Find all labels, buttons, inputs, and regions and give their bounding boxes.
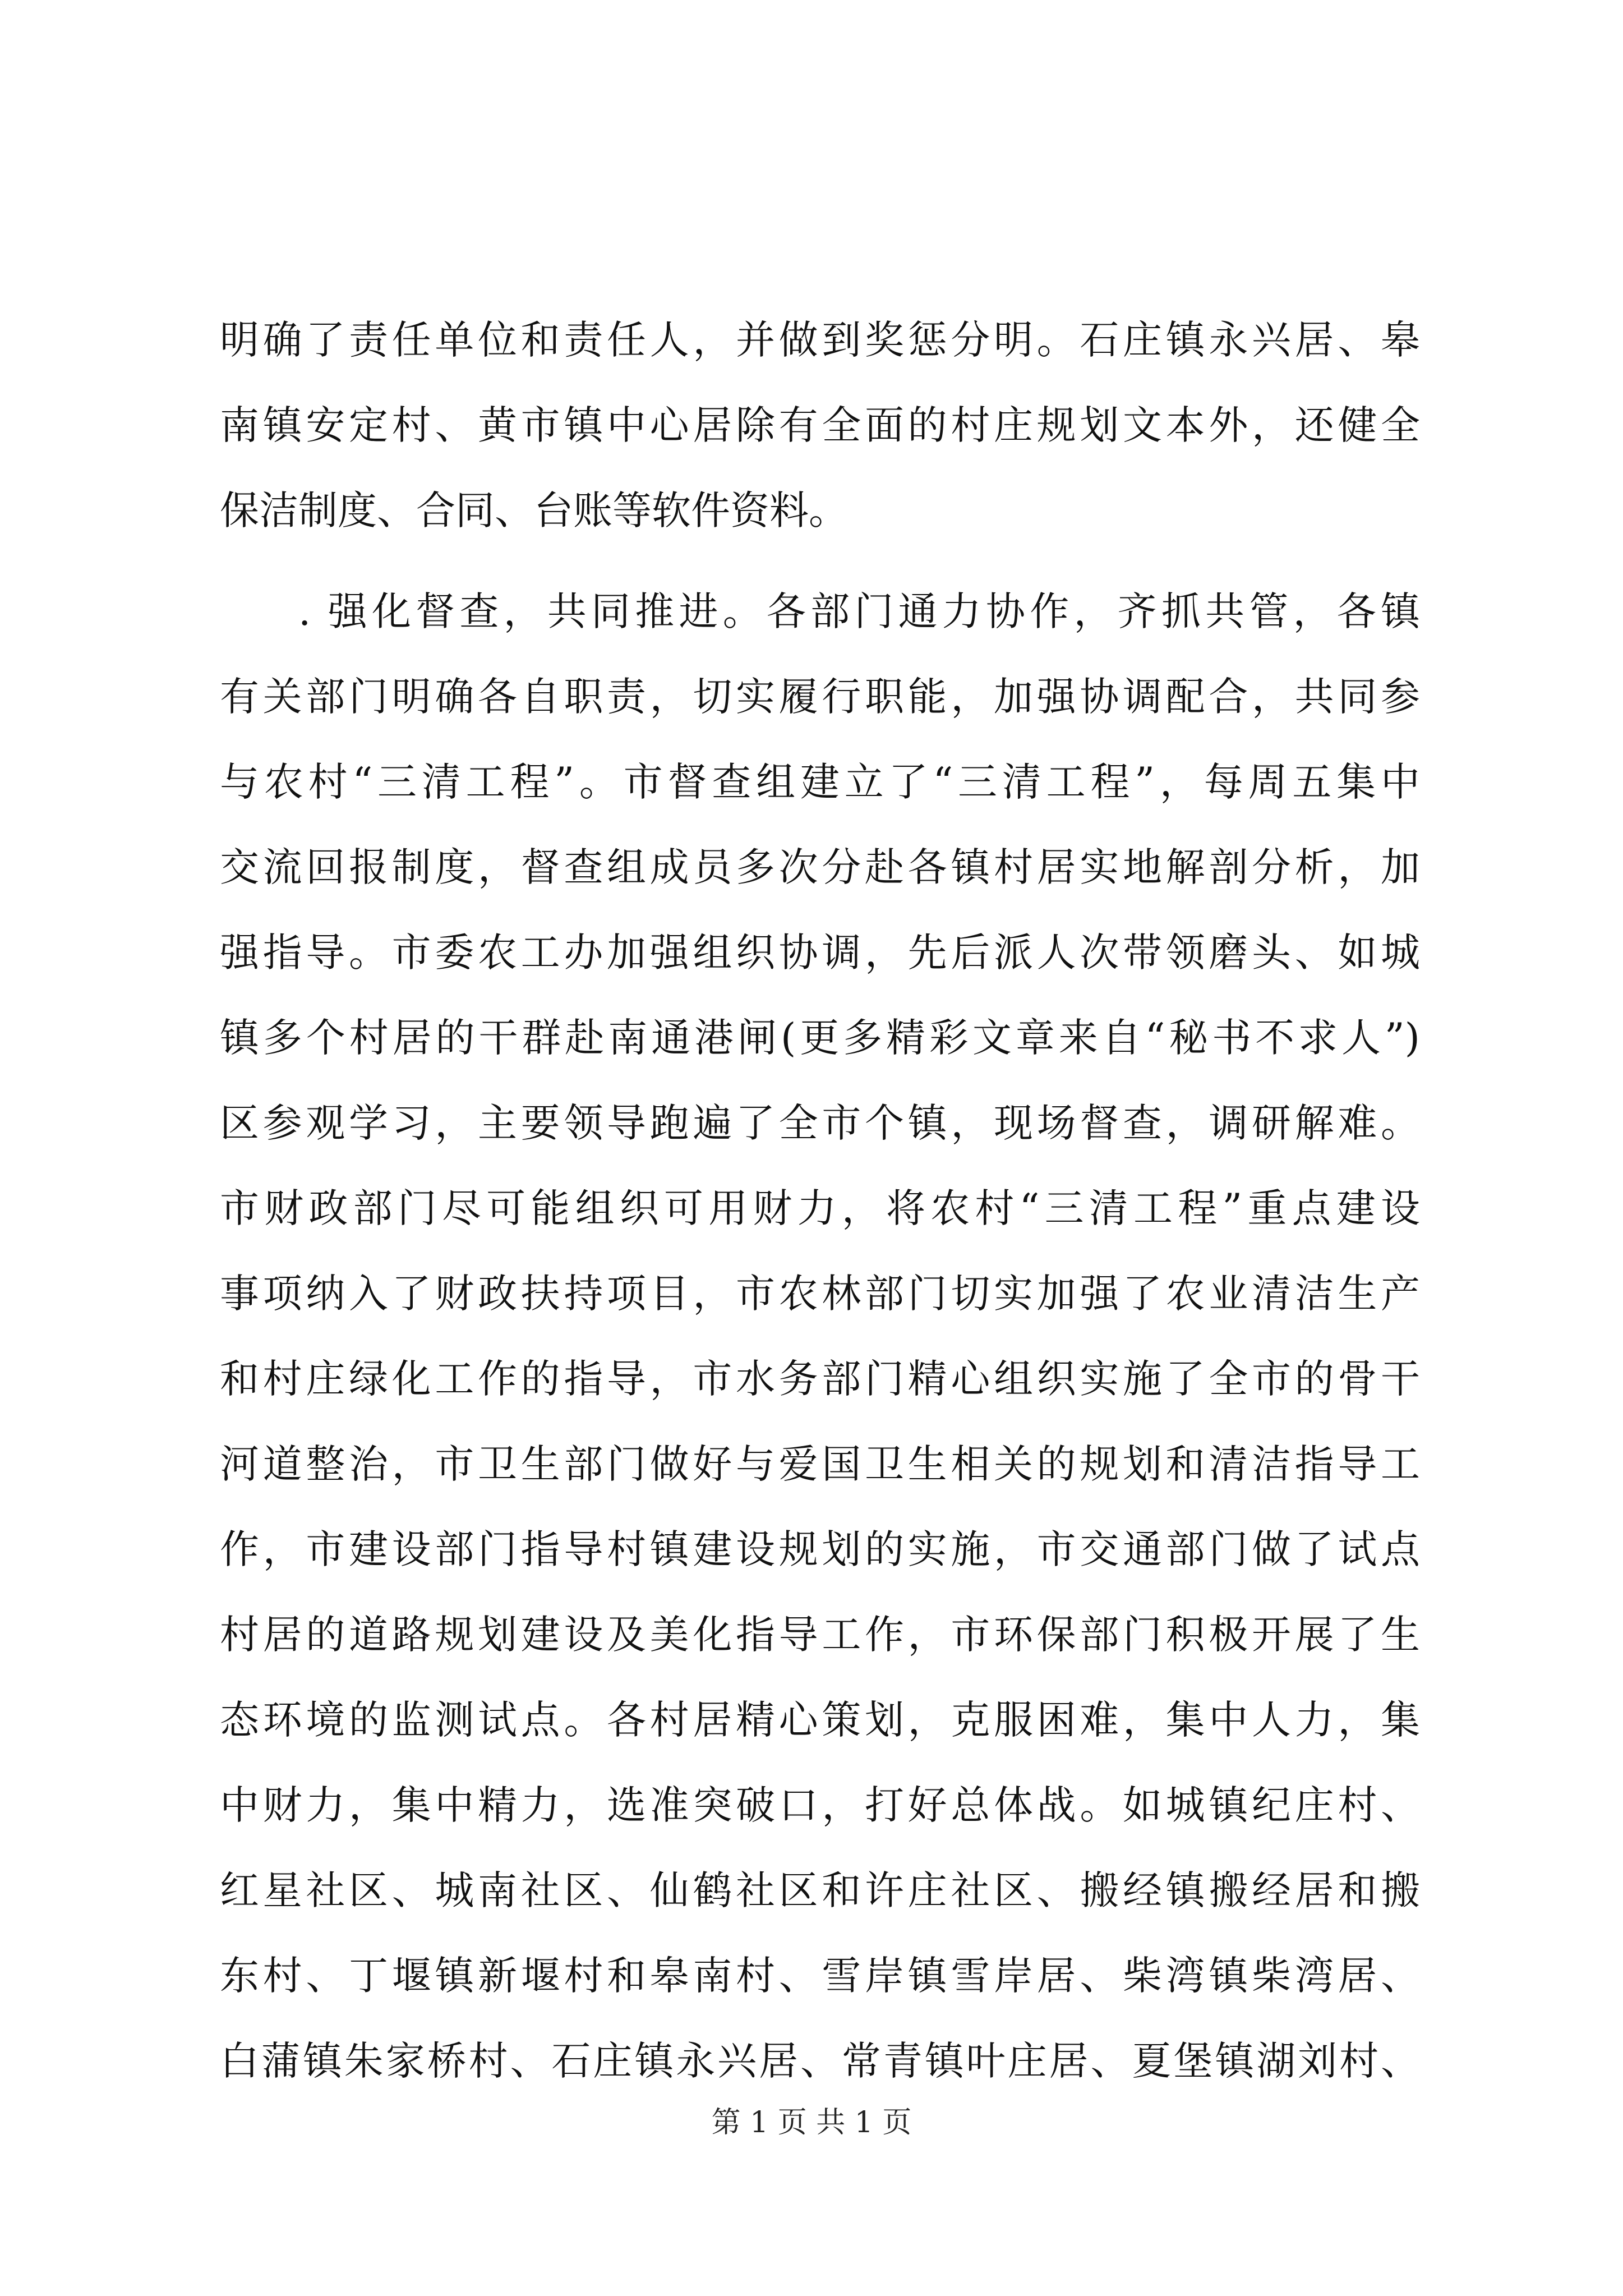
text-line: 作，市建设部门指导村镇建设规划的实施，市交通部门做了试点 xyxy=(220,1526,1420,1572)
text-line: 镇多个村居的干群赴南通港闸(更多精彩文章来自“秘书不求人”) xyxy=(220,1015,1420,1061)
text-line: 保洁制度、合同、台账等软件资料。 xyxy=(220,487,848,533)
text-line: 事项纳入了财政扶持项目，市农林部门切实加强了农业清洁生产 xyxy=(220,1271,1420,1317)
text-line: 态环境的监测试点。各村居精心策划，克服困难，集中人力，集 xyxy=(220,1697,1420,1743)
text-line: . 强化督查，共同推进。各部门通力协作，齐抓共管，各镇 xyxy=(298,588,1420,634)
text-line: 强指导。市委农工办加强组织协调，先后派人次带领磨头、如城 xyxy=(220,930,1420,976)
text-line: 与农村“三清工程”。市督查组建立了“三清工程”，每周五集中 xyxy=(220,759,1420,805)
text-line: 市财政部门尽可能组织可用财力，将农村“三清工程”重点建设 xyxy=(220,1185,1420,1231)
text-line: 南镇安定村、黄市镇中心居除有全面的村庄规划文本外，还健全 xyxy=(220,402,1420,448)
text-line: 中财力，集中精力，选准突破口，打好总体战。如城镇纪庄村、 xyxy=(220,1782,1420,1828)
paragraph-2 xyxy=(220,569,1420,2104)
paragraph-1 xyxy=(220,297,1420,553)
text-line: 村居的道路规划建设及美化指导工作，市环保部门积极开展了生 xyxy=(220,1612,1420,1658)
paragraph-gap xyxy=(220,553,1420,569)
text-line: 明确了责任单位和责任人，并做到奖惩分明。石庄镇永兴居、皋 xyxy=(220,317,1420,363)
text-line: 交流回报制度，督查组成员多次分赴各镇村居实地解剖分析，加 xyxy=(220,844,1420,890)
text-line: 河道整治，市卫生部门做好与爱国卫生相关的规划和清洁指导工 xyxy=(220,1441,1420,1487)
text-line: 白蒲镇朱家桥村、石庄镇永兴居、常青镇叶庄居、夏堡镇湖刘村、 xyxy=(220,2038,1420,2084)
text-line: 红星社区、城南社区、仙鹤社区和许庄社区、搬经镇搬经居和搬 xyxy=(220,1867,1420,1913)
page-footer xyxy=(0,2105,1623,2141)
text-line: 区参观学习，主要领导跑遍了全市个镇，现场督查，调研解难。 xyxy=(220,1100,1420,1146)
document-body xyxy=(220,297,1420,2104)
text-line: 和村庄绿化工作的指导，市水务部门精心组织实施了全市的骨干 xyxy=(220,1356,1420,1402)
text-line: 有关部门明确各自职责，切实履行职能，加强协调配合，共同参 xyxy=(220,674,1420,720)
page-number-label: 第 1 页 共 1 页 xyxy=(711,2106,912,2139)
text-line: 东村、丁堰镇新堰村和皋南村、雪岸镇雪岸居、柴湾镇柴湾居、 xyxy=(220,1953,1420,1999)
